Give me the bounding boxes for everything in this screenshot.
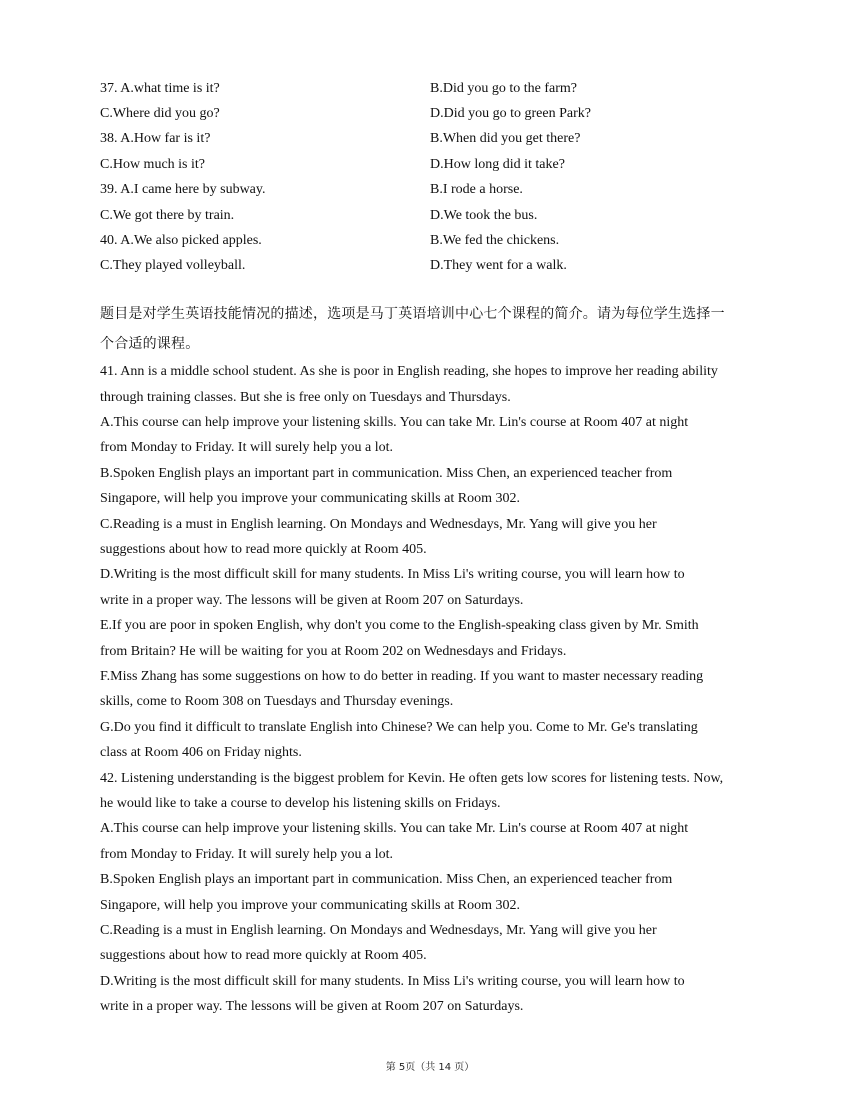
text-line: through training classes. But she is free only on Tuesdays and Thursdays. — [100, 389, 511, 405]
text-line: 41. Ann is a middle school student. As she is poor in English reading, she hopes to improve her reading ability — [100, 364, 718, 380]
option-row — [100, 127, 770, 152]
text-line: 42. Listening understanding is the biggest problem for Kevin. He often gets low scores for listening tests. Now, — [100, 770, 724, 786]
answer-options — [100, 76, 770, 279]
text-line: B.Spoken English plays an important part in communication. Miss Chen, an experienced teacher from — [100, 872, 673, 888]
option-right: D.We took the bus. — [430, 207, 538, 223]
option-right: B.Did you go to the farm? — [430, 80, 577, 96]
text-line: C.Reading is a must in English learning. On Mondays and Wednesdays, Mr. Yang will give you her — [100, 516, 657, 532]
option-row — [100, 76, 770, 101]
option-left: C.Where did you go? — [100, 106, 220, 122]
option-row — [100, 203, 770, 228]
page-footer: 第 5页（共 14 页） — [385, 1062, 475, 1073]
option-row — [100, 101, 770, 126]
option-row — [100, 152, 770, 177]
option-right: B.We fed the chickens. — [430, 233, 560, 249]
text-line: suggestions about how to read more quickly at Room 405. — [100, 541, 427, 557]
text-line: B.Spoken English plays an important part in communication. Miss Chen, an experienced teacher from — [100, 465, 673, 481]
text-line: Singapore, will help you improve your communicating skills at Room 302. — [100, 897, 520, 913]
text-line: class at Room 406 on Friday nights. — [100, 745, 302, 761]
question-42 — [100, 766, 770, 1020]
option-left: 38. A.How far is it? — [100, 131, 211, 147]
text-line: skills, come to Room 308 on Tuesdays and Thursday evenings. — [100, 694, 454, 710]
text-line: D.Writing is the most difficult skill for many students. In Miss Li's writing course, you will learn how to — [100, 567, 685, 583]
option-right: B.I rode a horse. — [430, 182, 523, 198]
option-right: B.When did you get there? — [430, 131, 581, 147]
option-left: 39. A.I came here by subway. — [100, 182, 266, 198]
option-right: D.They went for a walk. — [430, 258, 567, 274]
option-right: D.Did you go to green Park? — [430, 106, 591, 122]
option-row — [100, 254, 770, 279]
option-left: 40. A.We also picked apples. — [100, 233, 262, 249]
text-line: G.Do you find it difficult to translate English into Chinese? We can help you. Come to Mr. Ge's translating — [100, 719, 698, 735]
option-row — [100, 228, 770, 253]
text-line: from Monday to Friday. It will surely help you a lot. — [100, 440, 394, 456]
option-left: C.How much is it? — [100, 156, 205, 172]
text-line: Singapore, will help you improve your communicating skills at Room 302. — [100, 491, 520, 507]
question-41 — [100, 359, 770, 766]
option-left: C.They played volleyball. — [100, 258, 246, 274]
section-instructions — [100, 299, 770, 359]
instruction-line: 题目是对学生英语技能情况的描述，选项是马丁英语培训中心七个课程的简介。请为每位学生选择一 — [100, 306, 725, 323]
text-line: from Britain? He will be waiting for you at Room 202 on Wednesdays and Fridays. — [100, 643, 567, 659]
option-left: 37. A.what time is it? — [100, 80, 220, 96]
text-line: write in a proper way. The lessons will be given at Room 207 on Saturdays. — [100, 592, 524, 608]
document-page — [100, 76, 770, 1020]
text-line: D.Writing is the most difficult skill for many students. In Miss Li's writing course, you will learn how to — [100, 973, 685, 989]
text-line: he would like to take a course to develop his listening skills on Fridays. — [100, 796, 501, 812]
text-line: F.Miss Zhang has some suggestions on how to do better in reading. If you want to master necessary reading — [100, 669, 704, 684]
text-line: A.This course can help improve your listening skills. You can take Mr. Lin's course at Room 407 at night — [100, 414, 689, 430]
text-line: E.If you are poor in spoken English, why don't you come to the English-speaking class given by Mr. Smith — [100, 618, 699, 634]
text-line: C.Reading is a must in English learning. On Mondays and Wednesdays, Mr. Yang will give you her — [100, 923, 657, 939]
option-row — [100, 178, 770, 203]
text-line: write in a proper way. The lessons will be given at Room 207 on Saturdays. — [100, 999, 524, 1015]
text-line: from Monday to Friday. It will surely help you a lot. — [100, 846, 394, 862]
option-left: C.We got there by train. — [100, 207, 235, 223]
option-right: D.How long did it take? — [430, 156, 565, 172]
text-line: suggestions about how to read more quickly at Room 405. — [100, 948, 427, 964]
text-line: A.This course can help improve your listening skills. You can take Mr. Lin's course at Room 407 at night — [100, 821, 689, 837]
instruction-line: 个合适的课程。 — [100, 336, 200, 353]
